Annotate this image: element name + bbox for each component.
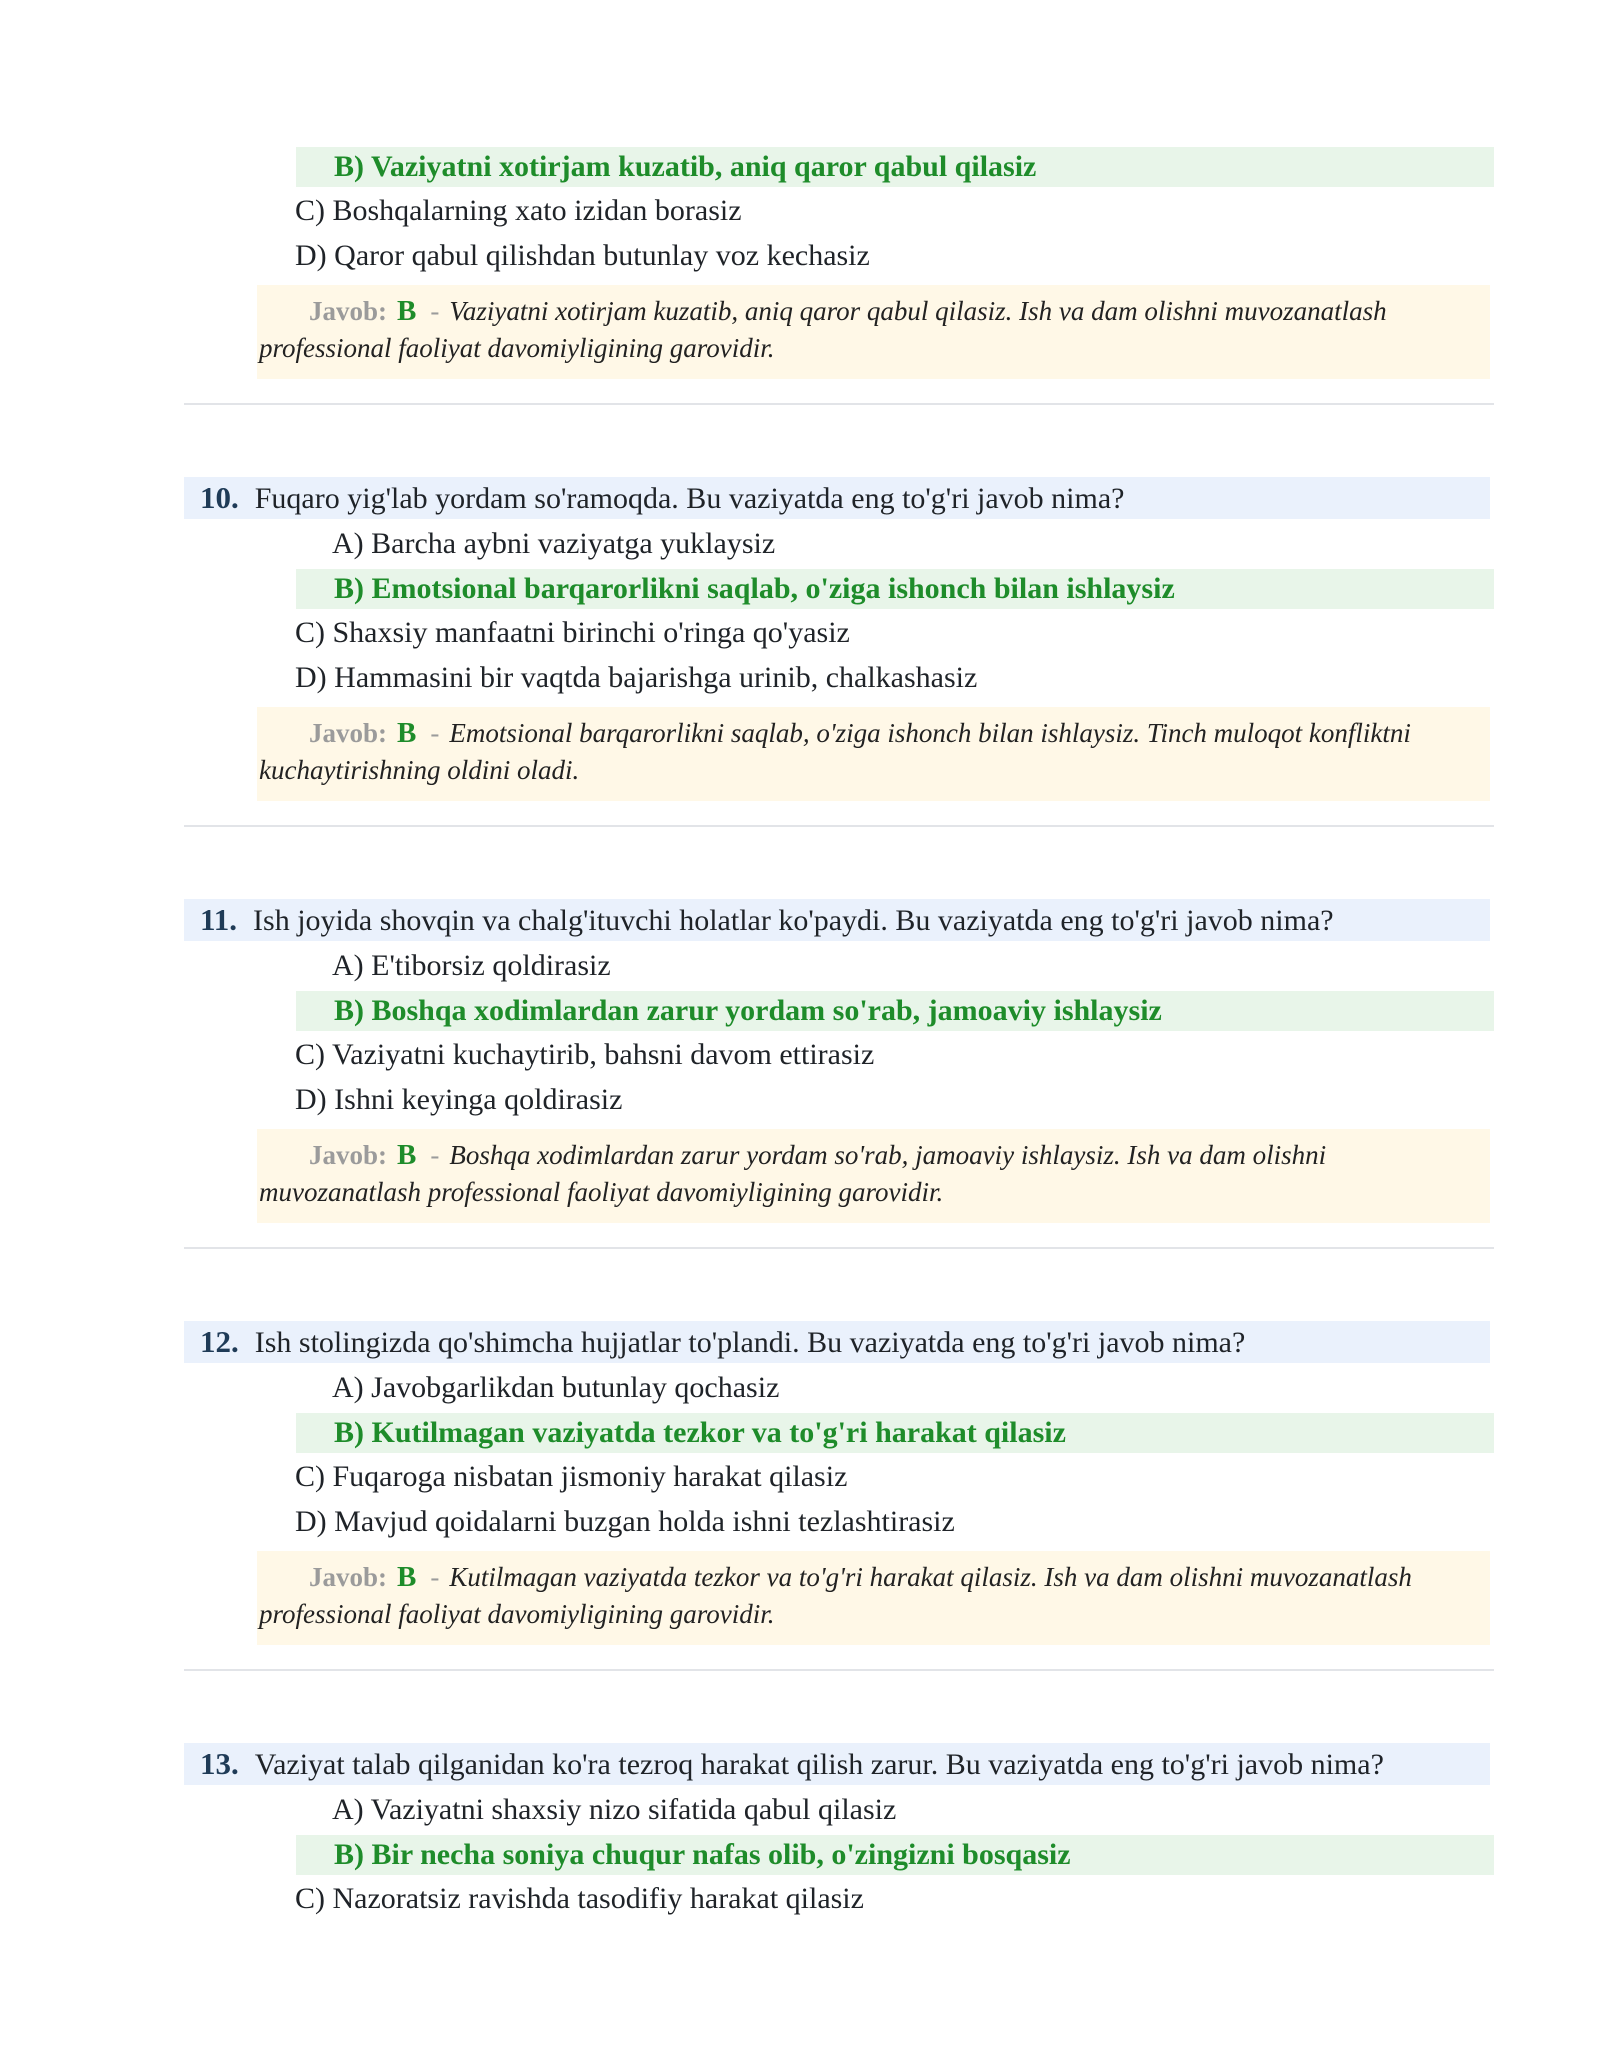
option-correct: B) Vaziyatni xotirjam kuzatib, aniq qaror qabul qilasiz <box>296 147 1494 187</box>
answer-letter: B <box>397 717 417 749</box>
divider <box>184 825 1494 827</box>
question-number: 12. <box>200 1324 239 1359</box>
question-text: Vaziyat talab qilganidan ko'ra tezroq harakat qilish zarur. Bu vaziyatda eng to'g'ri javob nima? <box>254 1748 1384 1781</box>
question-row <box>184 1321 1490 1363</box>
option-correct: B) Kutilmagan vaziyatda tezkor va to'g'ri harakat qilasiz <box>296 1413 1494 1453</box>
option: C) Nazoratsiz ravishda tasodifiy harakat qilasiz <box>295 1882 864 1915</box>
option-correct: B) Boshqa xodimlardan zarur yordam so'rab, jamoaviy ishlaysiz <box>296 991 1494 1031</box>
option: D) Ishni keyinga qoldirasiz <box>295 1083 623 1116</box>
answer-explanation: Vaziyatni xotirjam kuzatib, aniq qaror qabul qilasiz. Ish va dam olishni muvozanatlash professional faoliyat davomiyligining garovidir. <box>259 296 1387 363</box>
option: D) Hammasini bir vaqtda bajarishga urinib, chalkashasiz <box>295 661 978 694</box>
answer-dash: - <box>430 296 440 326</box>
option: A) Vaziyatni shaxsiy nizo sifatida qabul qilasiz <box>332 1793 897 1826</box>
divider <box>184 1669 1494 1671</box>
answer-dash: - <box>430 1140 440 1170</box>
answer-explanation: Boshqa xodimlardan zarur yordam so'rab, jamoaviy ishlaysiz. Ish va dam olishni muvozanatlash professional faoliyat davomiyligining garovidir. <box>259 1140 1327 1207</box>
question-row <box>184 899 1490 941</box>
divider <box>184 403 1494 405</box>
question-number: 13. <box>200 1746 239 1781</box>
question-number: 11. <box>200 902 238 937</box>
answer-dash: - <box>430 718 440 748</box>
option: D) Mavjud qoidalarni buzgan holda ishni tezlashtirasiz <box>295 1505 955 1538</box>
answer-explanation: Kutilmagan vaziyatda tezkor va to'g'ri harakat qilasiz. Ish va dam olishni muvozanatlash professional faoliyat davomiyligining garovidir. <box>259 1562 1412 1629</box>
option: A) Barcha aybni vaziyatga yuklaysiz <box>332 527 776 560</box>
question-row <box>184 477 1490 519</box>
answer-box <box>257 1551 1490 1645</box>
option: A) E'tiborsiz qoldirasiz <box>332 949 611 982</box>
answer-label: Javob: <box>309 296 388 326</box>
divider <box>184 1247 1494 1249</box>
option: C) Boshqalarning xato izidan borasiz <box>295 194 742 227</box>
answer-label: Javob: <box>309 1140 388 1170</box>
answer-dash: - <box>430 1562 440 1592</box>
answer-letter: B <box>397 295 417 327</box>
answer-box <box>257 285 1490 379</box>
answer-letter: B <box>397 1139 417 1171</box>
option-correct: B) Bir necha soniya chuqur nafas olib, o'zingizni bosqasiz <box>296 1835 1494 1875</box>
answer-box <box>257 1129 1490 1223</box>
option: D) Qaror qabul qilishdan butunlay voz kechasiz <box>295 239 870 272</box>
answer-explanation: Emotsional barqarorlikni saqlab, o'ziga ishonch bilan ishlaysiz. Tinch muloqot konfliktni kuchaytirishning oldini oladi. <box>259 718 1411 785</box>
option: C) Shaxsiy manfaatni birinchi o'ringa qo'yasiz <box>295 616 850 649</box>
answer-box <box>257 707 1490 801</box>
question-row <box>184 1743 1490 1785</box>
option: C) Fuqaroga nisbatan jismoniy harakat qilasiz <box>295 1460 848 1493</box>
option: A) Javobgarlikdan butunlay qochasiz <box>332 1371 780 1404</box>
answer-label: Javob: <box>309 1562 388 1592</box>
question-text: Ish joyida shovqin va chalg'ituvchi holatlar ko'paydi. Bu vaziyatda eng to'g'ri javob nima? <box>253 904 1334 937</box>
answer-letter: B <box>397 1561 417 1593</box>
answer-label: Javob: <box>309 718 388 748</box>
option-correct: B) Emotsional barqarorlikni saqlab, o'ziga ishonch bilan ishlaysiz <box>296 569 1494 609</box>
question-number: 10. <box>200 480 239 515</box>
question-text: Fuqaro yig'lab yordam so'ramoqda. Bu vaziyatda eng to'g'ri javob nima? <box>254 482 1125 515</box>
option: C) Vaziyatni kuchaytirib, bahsni davom ettirasiz <box>295 1038 875 1071</box>
question-text: Ish stolingizda qo'shimcha hujjatlar to'plandi. Bu vaziyatda eng to'g'ri javob nima? <box>254 1326 1246 1359</box>
